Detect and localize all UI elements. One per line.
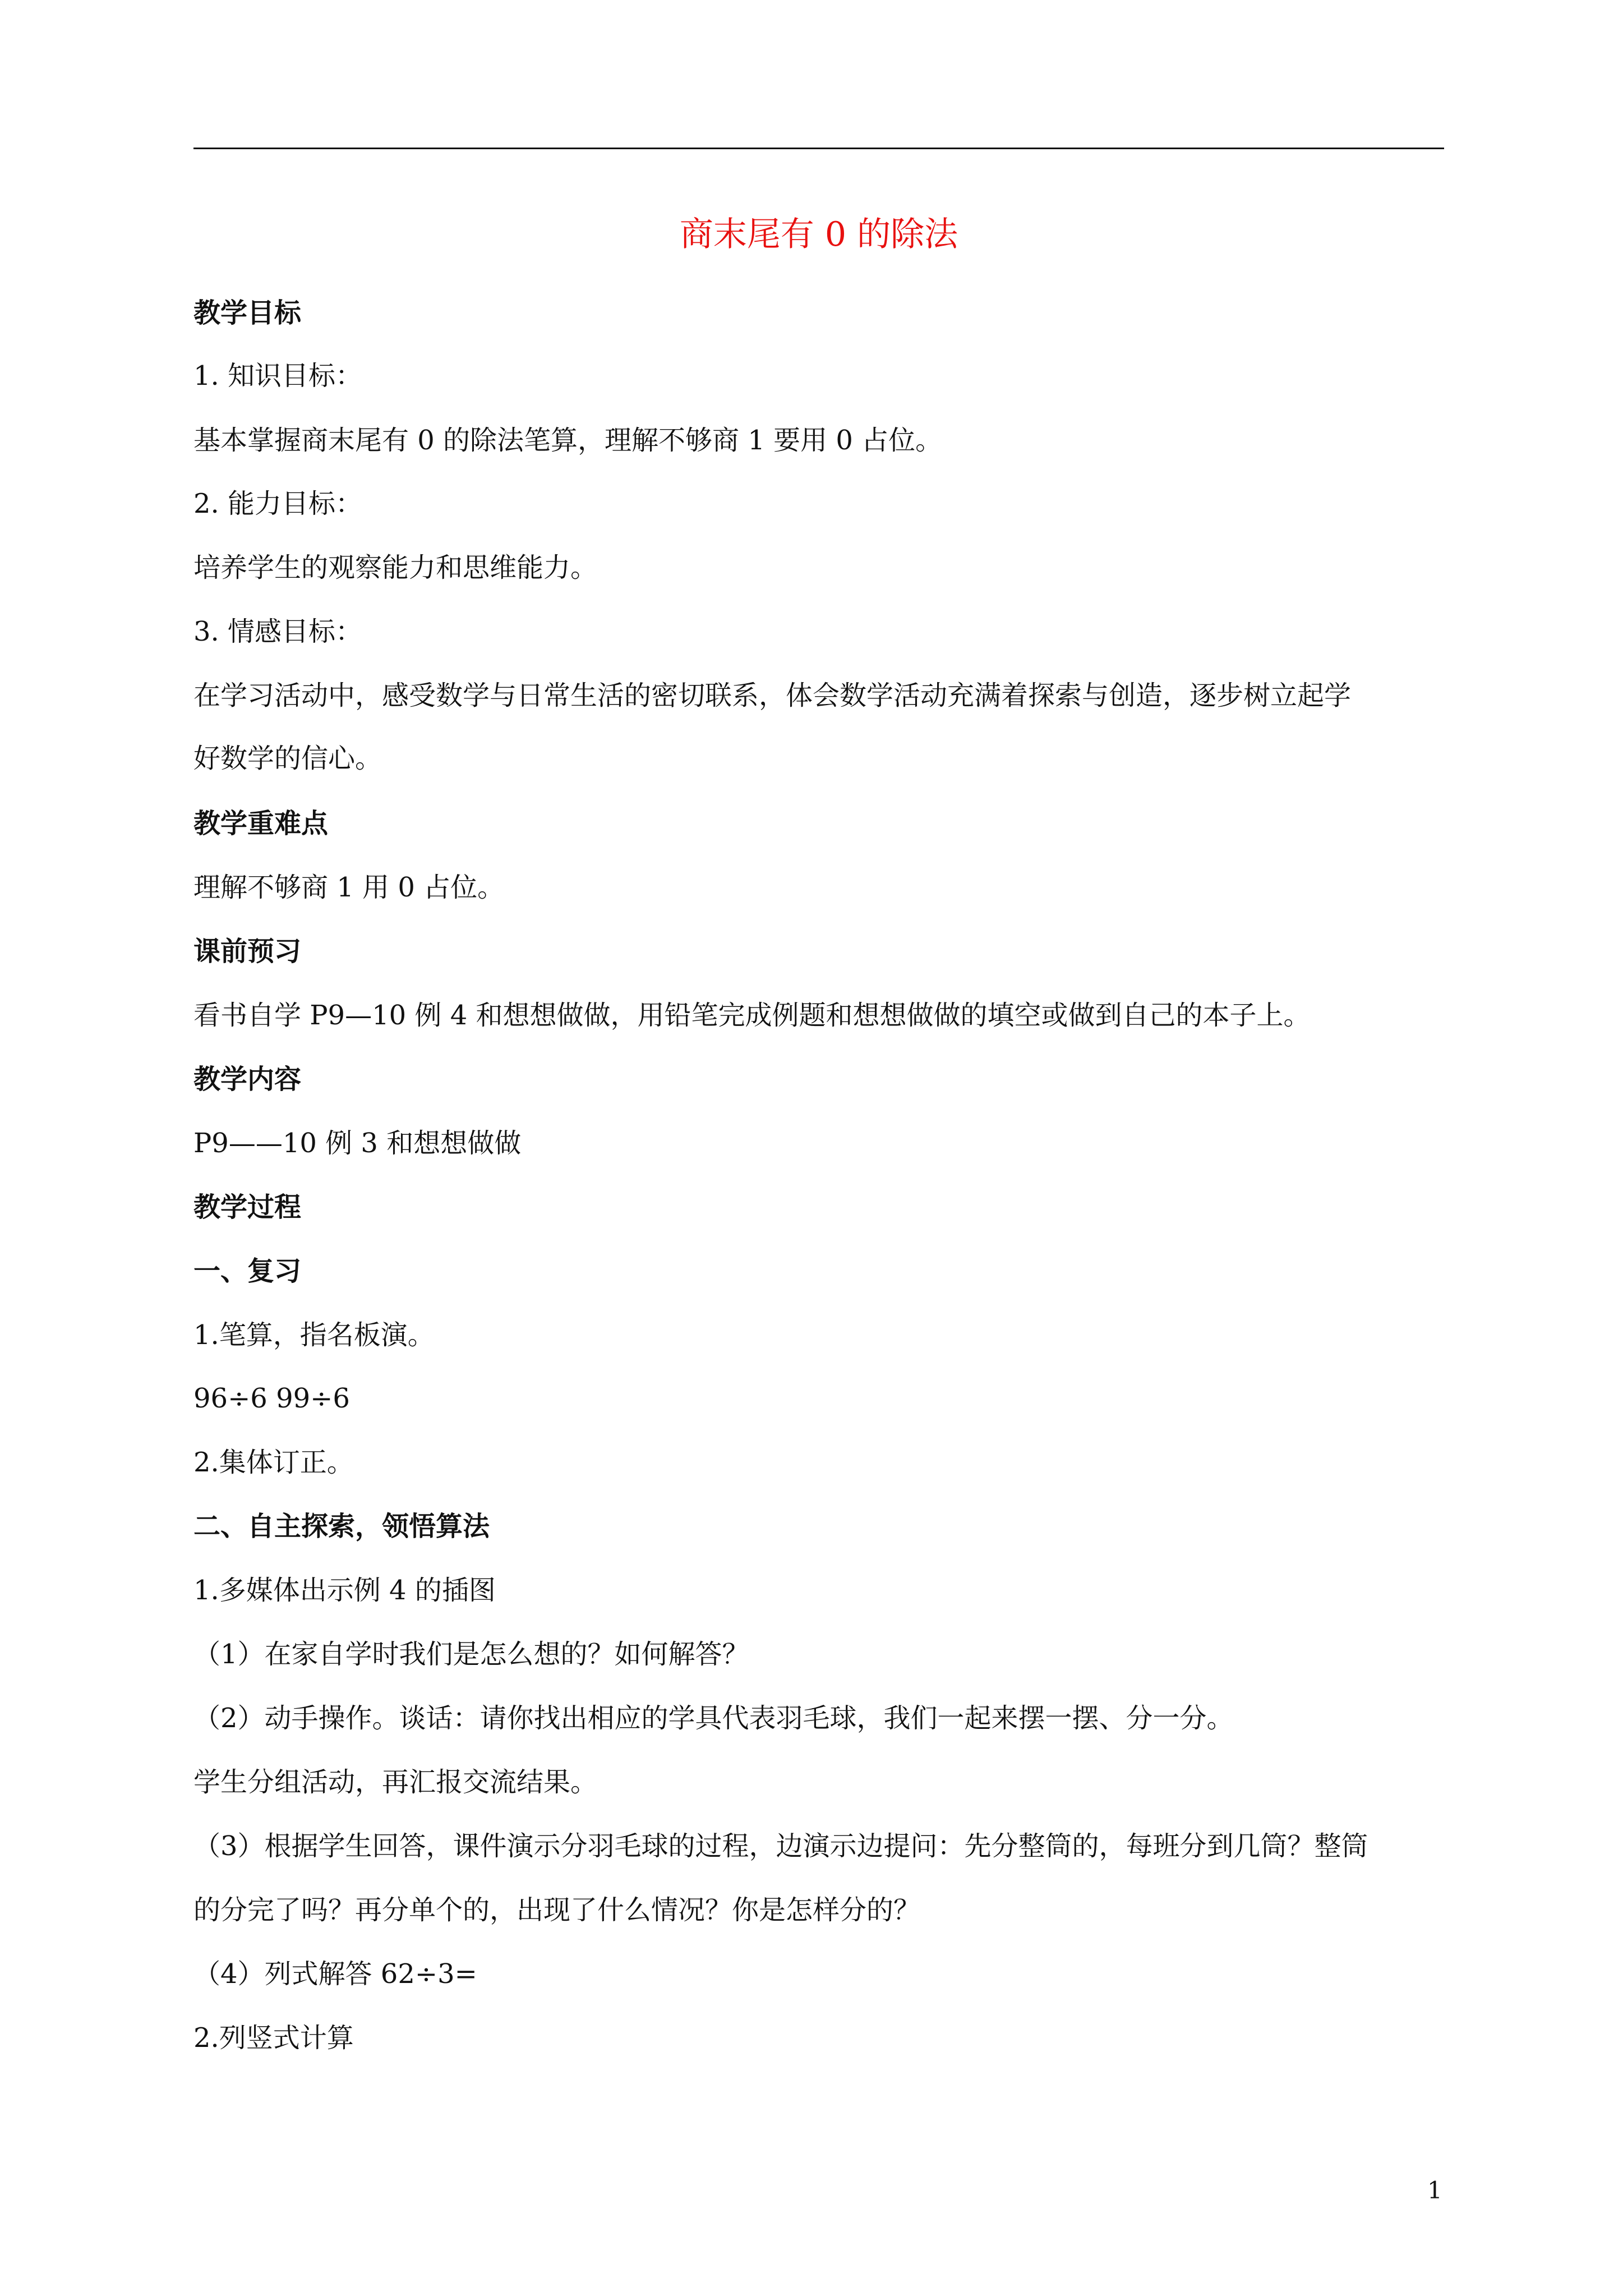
explore-step-2: （2）动手操作。谈话：请你找出相应的学具代表羽毛球，我们一起来摆一摆、分一分。 <box>193 1703 1234 1734</box>
explore-item-2: 2.列竖式计算 <box>193 2022 354 2054</box>
heading-content: 教学内容 <box>193 1064 302 1095</box>
page-number: 1 <box>1427 2177 1442 2204</box>
preview-text: 看书自学 P9—10 例 4 和想想做做，用铅笔完成例题和想想做做的填空或做到自己的本子上。 <box>193 1000 1311 1031</box>
heading-key-points: 教学重难点 <box>193 808 329 839</box>
objective-1-text: 基本掌握商末尾有 0 的除法笔算，理解不够商 1 要用 0 占位。 <box>193 425 943 456</box>
review-item-1: 1.笔算，指名板演。 <box>193 1319 435 1351</box>
key-points-text: 理解不够商 1 用 0 占位。 <box>193 872 505 903</box>
objective-2-label: 2. 能力目标： <box>193 488 363 519</box>
objective-2-text: 培养学生的观察能力和思维能力。 <box>193 552 598 583</box>
explore-step-1: （1）在家自学时我们是怎么想的？如何解答？ <box>193 1639 749 1670</box>
document-title: 商末尾有 0 的除法 <box>679 215 958 254</box>
heading-process: 教学过程 <box>193 1191 302 1223</box>
objective-3-text: 在学习活动中，感受数学与日常生活的密切联系，体会数学活动充满着探索与创造，逐步树立起学 <box>193 680 1352 711</box>
content-text: P9——10 例 3 和想想做做 <box>193 1128 522 1159</box>
section-explore: 二、自主探索，领悟算法 <box>193 1511 490 1542</box>
objective-1-label: 1. 知识目标： <box>193 360 363 392</box>
explore-step-4: （4）列式解答 62÷3= <box>193 1958 477 1990</box>
review-item-2: 2.集体订正。 <box>193 1447 354 1478</box>
objective-3-text-cont: 好数学的信心。 <box>193 743 382 774</box>
explore-step-2-note: 学生分组活动，再汇报交流结果。 <box>193 1766 598 1798</box>
section-review: 一、复习 <box>193 1255 302 1287</box>
explore-item-1: 1.多媒体出示例 4 的插图 <box>193 1575 496 1606</box>
heading-objectives: 教学目标 <box>193 297 302 329</box>
header-rule <box>193 148 1444 149</box>
explore-step-3: （3）根据学生回答，课件演示分羽毛球的过程，边演示边提问：先分整筒的，每班分到几筒？整筒 <box>193 1830 1368 1862</box>
heading-preview: 课前预习 <box>193 936 302 967</box>
objective-3-label: 3. 情感目标： <box>193 616 363 647</box>
explore-step-3-cont: 的分完了吗？再分单个的，出现了什么情况？你是怎样分的？ <box>193 1894 921 1926</box>
review-exercises: 96÷6 99÷6 <box>193 1383 350 1414</box>
